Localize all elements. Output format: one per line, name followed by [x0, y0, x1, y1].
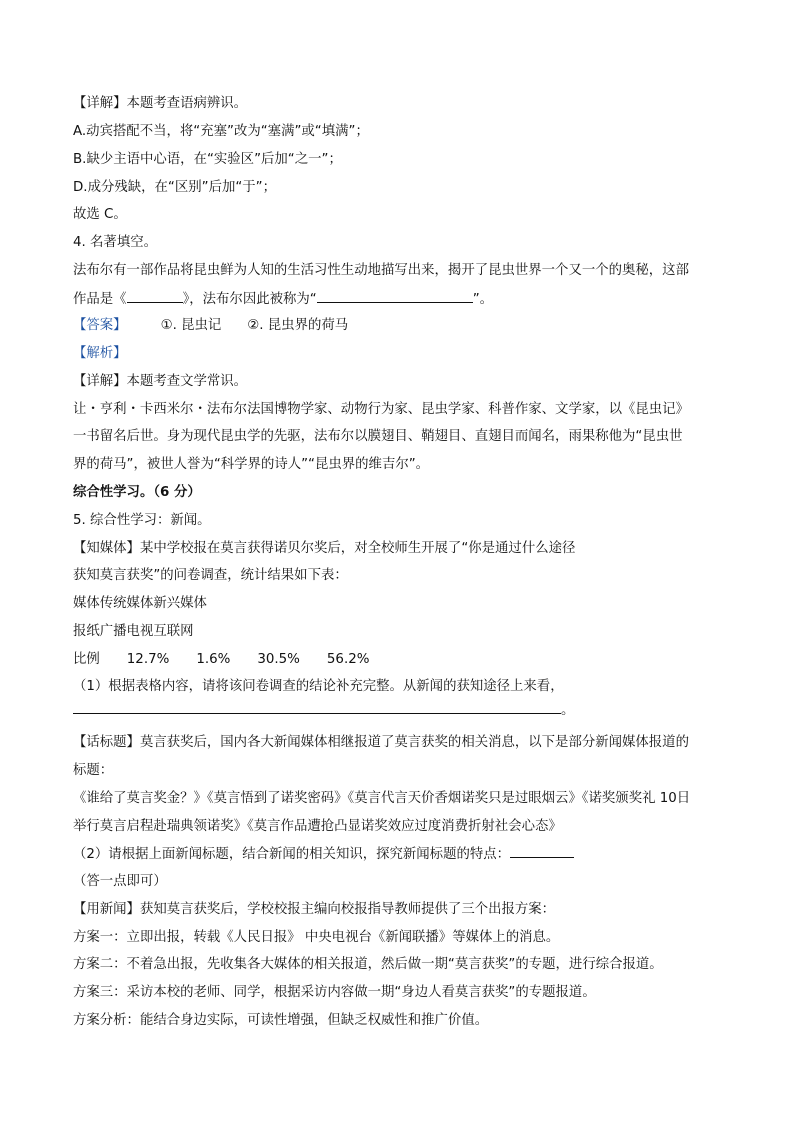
q4-text-part-2: 》，法布尔因此被称为“ — [182, 292, 317, 307]
sub-question-2-note: （答一点即可） — [73, 874, 167, 889]
headlines-line-2: 举行莫言启程赴瑞典领诺奖》《莫言作品遭抢凸显诺奖效应过度消费折射社会心态》 — [73, 819, 562, 834]
blank-nickname — [317, 290, 473, 303]
headlines-line-1: 《谁给了莫言奖金？》《莫言悟到了诺奖密码》《莫言代言天价香烟诺奖只是过眼烟云》《诺奖颁奖礼 10日 — [73, 791, 691, 806]
plan-three: 方案三：采访本校的老师、同学，根据采访内容做一期“身边人看莫言获奖”的专题报道。 — [73, 985, 596, 1000]
option-d-analysis: D.成分残缺，在“区别”后加“于”； — [73, 180, 277, 195]
sub-question-2-text: （2）请根据上面新闻标题，结合新闻的相关知识，探究新闻标题的特点： — [73, 847, 511, 862]
detail-heading-2: 【详解】本题考查文学常识。 — [73, 374, 248, 389]
table-subheader-row: 报纸广播电视互联网 — [73, 624, 194, 639]
detail-text-1: 让・亨利・卡西米尔・法布尔法国博物学家、动物行为家、昆虫学家、科普作家、文学家，以《昆虫记》 — [73, 402, 689, 417]
q4-text-part-3: ”。 — [472, 292, 494, 307]
answer-1: ①. 昆虫记 — [160, 318, 222, 333]
headline-intro-1: 【话标题】莫言获奖后，国内各大新闻媒体相继报道了莫言获奖的相关消息，以下是部分新闻媒体报道的 — [73, 735, 689, 750]
ratio-radio: 1.6% — [196, 652, 231, 667]
q4-text-part-1: 作品是《 — [73, 292, 127, 307]
question-5-title: 5. 综合性学习：新闻。 — [73, 513, 211, 528]
detail-text-3: 界的荷马”，被世人誉为“科学界的诗人”“昆虫界的维吉尔”。 — [73, 457, 430, 472]
answer-choice: 故选 C。 — [73, 207, 127, 222]
option-a-analysis: A.动宾搭配不当，将“充塞”改为“塞满”或“填满”； — [73, 124, 369, 139]
media-intro-2: 获知莫言获奖”的问卷调查，统计结果如下表： — [73, 568, 348, 583]
section-heading: 综合性学习。（6 分） — [73, 485, 201, 500]
ratio-tv: 30.5% — [257, 652, 300, 667]
table-header-row: 媒体传统媒体新兴媒体 — [73, 596, 207, 611]
answer-blank-line-1 — [73, 701, 723, 720]
headline-intro-2: 标题： — [73, 763, 114, 778]
sub-question-2 — [73, 845, 723, 864]
detail-text-2: 一书留名后世。身为现代昆虫学的先驱，法布尔以膜翅目、鞘翅目、直翅目而闻名，雨果称他为“昆虫世 — [73, 429, 683, 444]
plan-analysis: 方案分析：能结合身边实际，可读性增强，但缺乏权威性和推广价值。 — [73, 1013, 489, 1028]
ratio-newspaper: 12.7% — [126, 652, 170, 667]
question-4-title: 4. 名著填空。 — [73, 235, 157, 250]
question-4-text-2 — [73, 290, 723, 309]
answer-label: 【答案】 — [73, 318, 127, 333]
plan-one: 方案一：立即出报，转载《人民日报》 中央电视台《新闻联播》等媒体上的消息。 — [73, 930, 560, 945]
period-mark: 。 — [561, 703, 575, 718]
answer-line — [73, 317, 723, 335]
analysis-label: 【解析】 — [73, 346, 127, 361]
detail-heading-1: 【详解】本题考查语病辨识。 — [73, 96, 248, 111]
sub-question-1: （1）根据表格内容，请将该问卷调查的结论补充完整。从新闻的获知途径上来看， — [73, 679, 564, 694]
ratio-internet: 56.2% — [326, 652, 370, 667]
blank-conclusion — [73, 701, 561, 714]
ratio-label: 比例 — [73, 652, 100, 667]
media-intro-1: 【知媒体】某中学校报在莫言获得诺贝尔奖后，对全校师生开展了“你是通过什么途径 — [73, 541, 576, 556]
use-news-intro: 【用新闻】获知莫言获奖后，学校校报主编向校报指导教师提供了三个出报方案： — [73, 902, 556, 917]
question-4-text-1: 法布尔有一部作品将昆虫鲜为人知的生活习性生动地描写出来，揭开了昆虫世界一个又一个的奥秘，这部 — [73, 263, 689, 278]
table-ratio-row — [73, 651, 723, 669]
blank-headline-feature — [510, 845, 574, 858]
plan-two: 方案二：不着急出报，先收集各大媒体的相关报道，然后做一期“莫言获奖”的专题，进行综合报道。 — [73, 957, 663, 972]
option-b-analysis: B.缺少主语中心语，在“实验区”后加“之一”； — [73, 152, 342, 167]
answer-2: ②. 昆虫界的荷马 — [247, 318, 349, 333]
blank-book-title — [127, 290, 183, 303]
